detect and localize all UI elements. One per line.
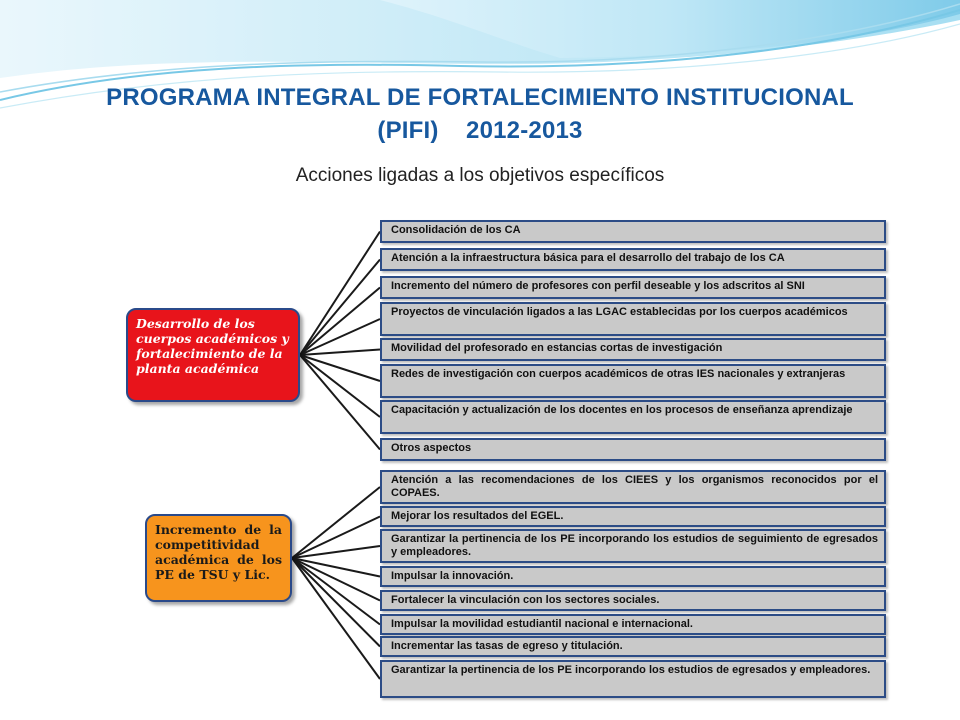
group2-action-box-7: Incrementar las tasas de egreso y titulación. (380, 636, 886, 657)
group2-action-box-1: Atención a las recomendaciones de los CIEES y los organismos reconocidos por el COPAES. (380, 470, 886, 504)
group1-action-box-6: Redes de investigación con cuerpos académicos de otras IES nacionales y extranjeras (380, 364, 886, 398)
group1-connector-3 (300, 288, 380, 356)
group1-action-box-7: Capacitación y actualización de los docentes en los procesos de enseñanza aprendizaje (380, 400, 886, 434)
group1-connector-2 (300, 260, 380, 356)
group2-action-box-3: Garantizar la pertinencia de los PE incorporando los estudios de seguimiento de egresados y empleadores. (380, 529, 886, 563)
group1-action-box-5: Movilidad del profesorado en estancias cortas de investigación (380, 338, 886, 361)
group2-action-box-4: Impulsar la innovación. (380, 566, 886, 587)
page-title-line1: PROGRAMA INTEGRAL DE FORTALECIMIENTO INSTITUCIONAL (106, 84, 854, 111)
group2-action-box-8: Garantizar la pertinencia de los PE incorporando los estudios de egresados y empleadores. (380, 660, 886, 698)
group2-action-box-6: Impulsar la movilidad estudiantil nacional e internacional. (380, 614, 886, 635)
group1-connector-8 (300, 355, 380, 450)
group1-action-box-4: Proyectos de vinculación ligados a las LGAC establecidas por los cuerpos académicos (380, 302, 886, 336)
group1-connector-7 (300, 355, 380, 417)
hub-cuerpos-academicos: Desarrollo de los cuerpos académicos y fortalecimiento de la planta académica (126, 308, 300, 402)
page-title-line2: (PIFI) 2012-2013 (377, 117, 583, 144)
group2-action-box-5: Fortalecer la vinculación con los sectores sociales. (380, 590, 886, 611)
group2-action-box-2: Mejorar los resultados del EGEL. (380, 506, 886, 527)
group2-connector-7 (292, 558, 380, 647)
group1-action-box-1: Consolidación de los CA (380, 220, 886, 243)
group1-action-box-3: Incremento del número de profesores con perfil deseable y los adscritos al SNI (380, 276, 886, 299)
hub-competitividad-academica: Incremento de la competitividad académica de los PE de TSU y Lic. (145, 514, 292, 602)
group2-connector-8 (292, 558, 380, 679)
group2-connector-5 (292, 558, 380, 601)
group1-action-box-8: Otros aspectos (380, 438, 886, 461)
page-subtitle: Acciones ligadas a los objetivos específicos (295, 165, 665, 186)
group1-action-box-2: Atención a la infraestructura básica para el desarrollo del trabajo de los CA (380, 248, 886, 271)
